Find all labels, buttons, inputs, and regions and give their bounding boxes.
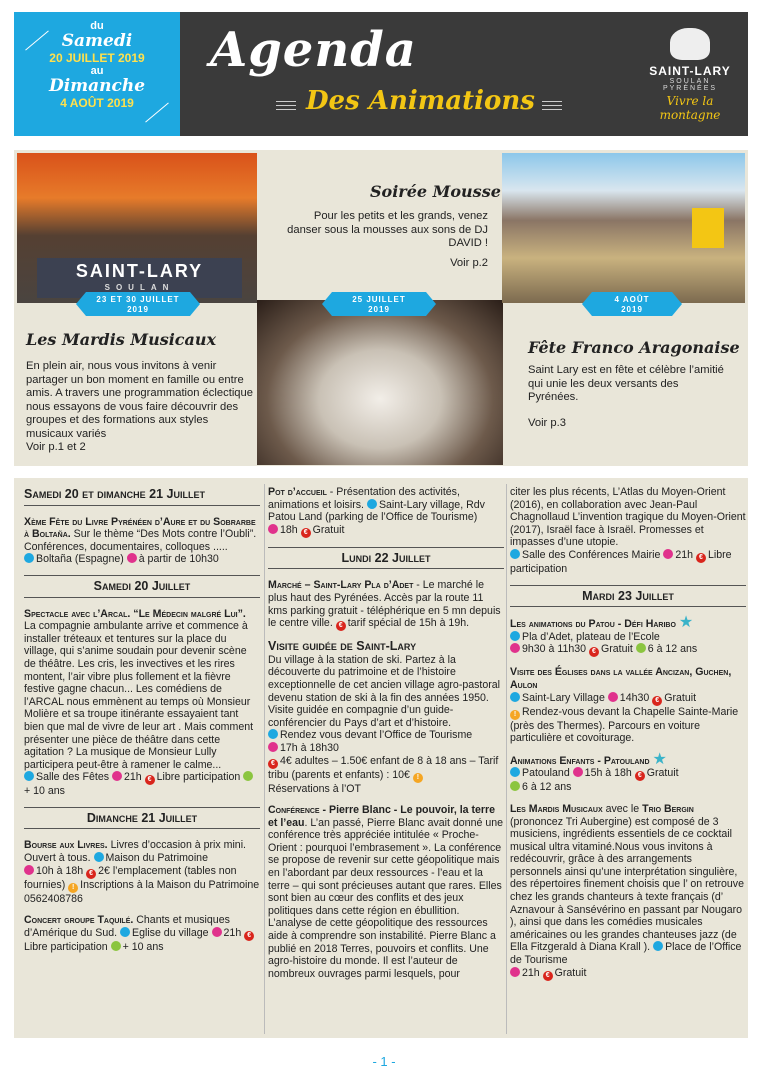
location-icon	[510, 631, 520, 641]
bear-icon	[670, 28, 710, 60]
location-icon	[653, 941, 663, 951]
entry-time: 17h à 18h30	[280, 741, 339, 754]
event-text-mardis	[26, 360, 254, 455]
tag-date: 25 JUILLET	[352, 295, 406, 304]
entry-subtitle: - Pierre Blanc - Le pouvoir, la terre et l’eau	[268, 804, 496, 829]
entry-text: La compagnie ambulante arrive et commence à installer tréteaux et tentures sur la place du village, qui s’anime soudain pour devenir scène de théâtre. Les cris, les invectives et les rires montent, l’air vibre plus follement et la fièvre festive gagne chacun... Les comédiens de l’ARCAL nous emmènent au temps où Monsieur Molière et sa troupe itinérante essayaient tant bien que mal de vivre de leur art . Mais comment présenter une pièce de théâtre dans cette agitation ? La musique de Monsieur Lully participera peut-être à ramener le calme...	[24, 620, 254, 771]
euro-icon: €	[336, 621, 346, 631]
foam-party-photo	[257, 300, 503, 465]
stage-banner-text: SAINT-LARY	[75, 261, 204, 281]
entry-time: 21h	[522, 966, 540, 979]
entry-age: + 10 ans	[122, 940, 164, 953]
entry-price: Libre participation	[510, 548, 732, 575]
stage-banner-small: SOULAN	[104, 283, 175, 292]
entry-location: Boltaña (Espagne)	[36, 553, 124, 566]
visite-entry	[268, 640, 504, 795]
star-icon: ★	[652, 750, 667, 768]
day-heading: Mardi 23 Juillet	[510, 585, 746, 608]
yellow-sign	[692, 208, 724, 248]
entry-title: Concert	[24, 914, 62, 927]
entry-text: Livres d’occasion à prix mini. Ouvert à tous.	[24, 839, 247, 865]
clock-icon	[663, 549, 673, 559]
entry-age: 6 à 12 ans	[647, 643, 698, 656]
entry-title: Bourse aux Livres.	[24, 839, 108, 852]
entry-location: Saint-Lary Village	[522, 691, 605, 704]
entry-price: Libre participation	[156, 771, 241, 784]
concert-entry	[24, 914, 260, 953]
child-icon	[510, 781, 520, 791]
euro-icon: €	[268, 759, 278, 769]
clock-icon	[24, 865, 34, 875]
entry-time: 21h	[123, 771, 142, 784]
euro-icon: €	[86, 869, 96, 879]
entry-location: Salle des Conférences Mairie	[522, 548, 661, 561]
entry-info: Réservations à l’OT	[268, 782, 362, 795]
marche-entry	[268, 579, 504, 631]
entry-location: Eglise du village	[132, 926, 209, 939]
entry-price: tarif spécial de 15h à 19h.	[347, 617, 470, 630]
location-icon	[367, 499, 377, 509]
date-du: du	[90, 20, 104, 32]
page-number: - 1 -	[372, 1054, 396, 1069]
event-tag-2	[332, 292, 426, 316]
logo-slogan: Vivre la montagne	[659, 94, 721, 122]
entry-text: - Présentation des activités, animations et loisirs.	[268, 486, 460, 511]
clock-icon	[212, 927, 222, 937]
entry-price: Gratuit	[554, 966, 587, 979]
date-au: au	[90, 65, 104, 77]
entry-info: Inscriptions à la Maison du Patrimoine 0562408786	[24, 878, 260, 905]
bourse-entry	[24, 839, 260, 905]
euro-icon: €	[589, 647, 599, 657]
tag-date: 23 ET 30 JUILLET	[96, 295, 180, 304]
child-icon	[243, 771, 253, 781]
entry-info: Rendez-vous devant la Chapelle Sainte-Marie (près des Thermes). Parcours en voiture particulière et covoiturage.	[510, 705, 739, 745]
entry-time: 10h à 18h	[36, 864, 84, 877]
event-desc: Saint Lary est en fête et célèbre l’amitié qui unie les deux versants des Pyrénées.	[528, 364, 724, 403]
entry-title: Les Mardis Musicaux	[510, 802, 603, 815]
agenda-column-3	[510, 486, 746, 990]
deco-lines-left	[276, 101, 296, 113]
entry-group: groupe Taquilé.	[61, 914, 134, 927]
entry-price: Gratuit	[600, 643, 633, 656]
entry-time: 14h30	[619, 691, 650, 704]
entry-text: - Le marché le plus haut des Pyrénées. Accès par la route 11 kms parking gratuit - téléphérique en 5 mn depuis le centre ville.	[268, 579, 501, 630]
entry-text: (prononcez Tri Aubergine) est composé de 3 musiciens, ingrédients essentiels de ce cocktail musical ultra vitaminé.Nous vous invitons à redécouvrir, grâce à des arrangements personnels ainsi qu’une interprétation singulière, des répertoires finement choisis que l’ on retrouve chez les grands chanteurs à texte français (d’ Aznavour à Sansévérino en passant par Nougaro ), ainsi que dans les comédies musicales américaines ou les grandes chanteuses jazz (de Ella Fitzgerald à Diana Krall ).	[510, 815, 744, 954]
event-title-mardis: Les Mardis Musicaux	[26, 330, 217, 349]
day-heading: Lundi 22 Juillet	[268, 547, 504, 570]
conference-continued	[510, 486, 746, 576]
clock-icon	[510, 643, 520, 653]
date-end: 4 AOÛT 2019	[60, 96, 134, 110]
pot-accueil-entry	[268, 486, 504, 538]
entry-price: Gratuit	[312, 523, 345, 536]
entry-time: 18h	[280, 523, 298, 536]
location-icon	[510, 549, 520, 559]
child-icon	[636, 643, 646, 653]
entry-title: Pot d’accueil	[268, 486, 327, 498]
clock-icon	[127, 553, 137, 563]
location-icon	[510, 692, 520, 702]
clock-icon	[608, 692, 618, 702]
entry-title: Visite guidée de Saint-Lary	[268, 639, 417, 654]
tag-year: 2019	[621, 305, 643, 314]
euro-icon: €	[244, 931, 254, 941]
entry-time: 9h30 à 11h30	[522, 643, 587, 656]
logo-name: SAINT-LARY	[649, 64, 731, 78]
date-dimanche: Dimanche	[48, 76, 146, 96]
entry-price: Gratuit	[664, 691, 697, 704]
entry-location: Patouland	[522, 767, 570, 780]
column-divider	[264, 484, 265, 1034]
entry-location: Saint-Lary village, Rdv Patou Land (parking de l’Office de Tourisme)	[268, 498, 485, 524]
event-tag-3	[592, 292, 672, 316]
event-title-fete: Fête Franco Aragonaise	[528, 338, 740, 357]
page-subtitle: Des Animations	[306, 86, 535, 116]
entry-location: Maison du Patrimoine	[105, 852, 208, 865]
entry-time: 21h	[223, 926, 242, 939]
location-icon	[24, 771, 34, 781]
concert-stage-photo	[17, 153, 257, 303]
location-icon	[24, 553, 34, 563]
tag-year: 2019	[127, 305, 149, 314]
info-icon: !	[68, 883, 78, 893]
logo-place1: SOULAN	[669, 78, 711, 85]
entry-location: Rendez vous devant l’Office de Tourisme	[280, 729, 473, 742]
location-icon	[268, 729, 278, 739]
deco-lines-right	[542, 101, 562, 113]
entry-location: Place de l’Office de Tourisme	[510, 941, 742, 967]
entry-price: 4€ adultes – 1.50€ enfant de 8 à 18 ans – Tarif tribu (parents et enfants) : 10€	[268, 754, 499, 781]
entry-price: Gratuit	[646, 767, 679, 780]
entry-location: Salle des Fêtes	[36, 771, 110, 784]
euro-icon: €	[635, 771, 645, 781]
entry-title: Conférence	[268, 804, 320, 817]
entry-text: Chants et musiques d’Amérique du Sud.	[24, 914, 230, 939]
clock-icon	[268, 524, 278, 534]
entry-title: Visite des Églises dans la vallée Ancizan, Guchen, Aulon	[510, 666, 732, 691]
entry-text: . L’an passé, Pierre Blanc avait donné une conférence très appréciée intitulée « Proche-Orient : pourquoi l’embrasement ». La conférence se propose de revenir sur cette géopolitique mais en l’abordant par deux ressources - l’eau et la terre – qui sont précieuses autant que rares. Elles sont bien au cœur des conflits et des jeux politiques dans cette région en ébullition. L’analyse de cette géopolitique des ressources aide à comprendre son instabilité. Pierre Blanc a publié en 2018 Terres, pouvoirs et conflits. Une agro-histoire du monde. Il est l’auteur de nombreux ouvrages parmi lesquels, pour	[268, 816, 503, 980]
arcal-entry	[24, 608, 260, 798]
entry-price: 2€ l’emplacement (tables non fournies)	[24, 864, 237, 891]
entry-age: 6 à 12 ans	[522, 781, 572, 794]
entry-title: Spectacle avec l’Arcal. “Le Médecin malgré Lui”.	[24, 607, 246, 620]
tag-date: 4 AOÛT	[614, 295, 650, 304]
event-text-mousse	[284, 210, 488, 270]
entry-time: 21h	[675, 548, 694, 561]
entry-time: à partir de 10h30	[138, 553, 219, 566]
page-title: Agenda	[210, 22, 417, 78]
child-icon	[111, 941, 121, 951]
day-heading: Dimanche 21 Juillet	[24, 807, 260, 830]
entry-location: Pla d’Adet, plateau de l’Ecole	[522, 630, 660, 643]
patou-entry	[510, 614, 746, 657]
entry-group: Trio Bergin	[642, 802, 694, 815]
day-heading: Samedi 20 et dimanche 21 Juillet	[24, 488, 260, 506]
clock-icon	[112, 771, 122, 781]
euro-icon: €	[652, 696, 662, 706]
entry-title: Les animations du Patou - Défi Haribo	[510, 618, 676, 631]
event-desc: Pour les petits et les grands, venez danser sous la mousses aux sons de DJ DAVID !	[287, 210, 488, 249]
entry-age: + 10 ans	[24, 785, 65, 798]
location-icon	[120, 927, 130, 937]
column-divider	[506, 484, 507, 1034]
agenda-column-1	[24, 486, 260, 962]
clock-icon	[268, 742, 278, 752]
event-desc: En plein air, nous vous invitons à venir partager un bon moment en famille ou entre amis. A travers une programmation éclectique nous essayons de vous faire découvrir des groupes et des formations aux styles musicaux variés	[26, 360, 253, 440]
entry-text: citer les plus récents, L’Atlas du Moyen-Orient (2016), en collaboration avec Jean-Paul Chagnollaud L’invention tragique du Moyen-Orient (2017), Israël face à Israël. Promesses et impasses d’une utopie.	[510, 486, 746, 549]
clock-icon	[573, 767, 583, 777]
date-box	[14, 12, 180, 136]
euro-icon: €	[301, 528, 311, 538]
entry-title: Marché – Saint-Lary Pla d’Adet	[268, 579, 414, 592]
location-icon	[94, 852, 104, 862]
tag-year: 2019	[368, 305, 390, 314]
entry-text: Sur le thème “Des Mots contre l’Oubli”. Conférences, documentaires, colloques .....	[24, 528, 257, 553]
day-heading: Samedi 20 Juillet	[24, 575, 260, 598]
event-ref: Voir p.1 et 2	[26, 441, 86, 453]
euro-icon: €	[543, 971, 553, 981]
eglises-entry	[510, 666, 746, 744]
info-icon: !	[413, 773, 423, 783]
location-icon	[510, 767, 520, 777]
entry-price: Libre participation	[24, 940, 108, 953]
euro-icon: €	[145, 775, 155, 785]
festival-crowd-photo	[502, 153, 745, 303]
fete-livre-entry	[24, 516, 260, 566]
clock-icon	[510, 967, 520, 977]
entry-text: avec le	[602, 802, 643, 815]
euro-icon: €	[696, 553, 706, 563]
saint-lary-logo	[640, 28, 740, 128]
info-icon: !	[510, 710, 520, 720]
logo-place2: PYRÉNÉES	[662, 85, 718, 92]
event-ref: Voir p.3	[528, 416, 566, 429]
conference-entry	[268, 804, 504, 980]
event-tag-1	[86, 292, 190, 316]
date-samedi: Samedi	[61, 31, 133, 51]
star-icon: ★	[678, 614, 694, 632]
event-text-fete	[528, 364, 728, 430]
entry-time: 15h à 18h	[584, 767, 632, 780]
event-ref: Voir p.2	[450, 256, 488, 269]
date-start: 20 JUILLET 2019	[49, 51, 145, 65]
event-title-mousse: Soirée Mousse	[370, 182, 501, 201]
enfants-entry	[510, 750, 746, 794]
entry-text: Du village à la station de ski. Partez à la découverte du patrimoine et de l’histoire exceptionnelle de cet ancien village agro-pastoral devenu station de ski à la fin des années 1950. Visite guidée en compagnie d’un guide-conférencier du Pays d’art et d’histoire.	[268, 653, 501, 729]
entry-title: Animations Enfants - Patouland	[510, 754, 650, 767]
agenda-column-2	[268, 486, 504, 989]
mardis-musicaux-entry	[510, 803, 746, 981]
entry-title: Xème Fête du Livre Pyrénéen d’Aure et du Sobrarbe à Boltaña.	[24, 515, 256, 541]
